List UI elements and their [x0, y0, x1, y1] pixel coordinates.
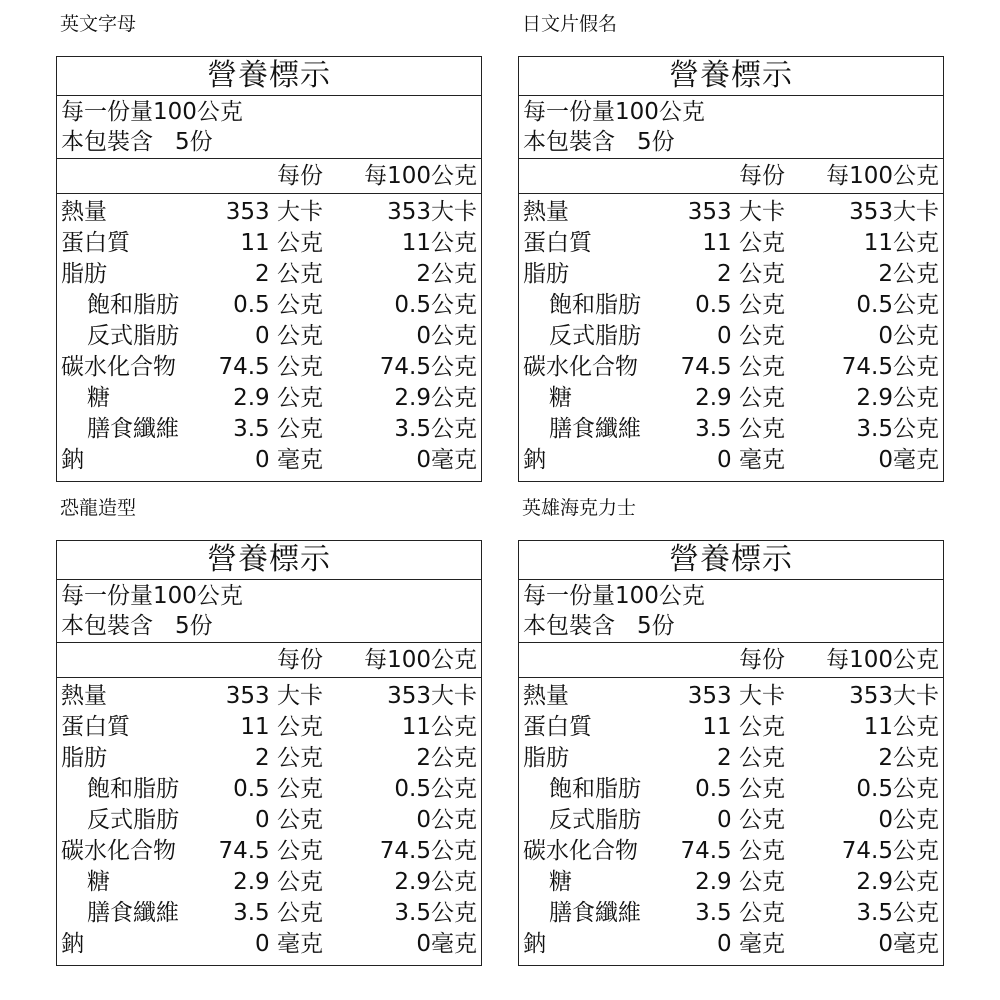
nutrient-row	[57, 321, 481, 352]
value-per-serving: 3.5 公克	[233, 416, 323, 442]
nutrient-name: 蛋白質	[61, 714, 130, 740]
nutrient-name: 糖	[549, 869, 572, 895]
value-per-100g: 0毫克	[416, 931, 477, 957]
value-per-100g: 74.5公克	[379, 838, 477, 864]
nutrient-name: 飽和脂肪	[87, 292, 179, 318]
nutrient-row	[519, 867, 943, 898]
value-per-100g: 2公克	[416, 261, 477, 287]
nutrient-row	[519, 414, 943, 445]
value-per-100g: 0公克	[416, 323, 477, 349]
column-header-per-100g: 每100公克	[364, 647, 477, 673]
nutrient-row	[57, 898, 481, 929]
value-per-100g: 2公克	[878, 745, 939, 771]
value-per-serving: 2.9 公克	[695, 869, 785, 895]
value-per-100g: 3.5公克	[394, 416, 477, 442]
value-per-100g: 2公克	[878, 261, 939, 287]
label-title: 營養標示	[57, 541, 481, 580]
value-per-serving: 0.5 公克	[695, 776, 785, 802]
nutrient-name: 膳食纖維	[87, 900, 179, 926]
nutrient-row	[57, 836, 481, 867]
nutrient-name: 蛋白質	[523, 714, 592, 740]
nutrient-name: 膳食纖維	[549, 900, 641, 926]
nutrient-row	[57, 805, 481, 836]
serving-size: 每一份量100公克	[61, 99, 243, 125]
value-per-100g: 11公克	[863, 714, 939, 740]
value-per-100g: 2.9公克	[394, 385, 477, 411]
package-value: 5份	[637, 129, 675, 155]
value-per-100g: 3.5公克	[856, 416, 939, 442]
value-per-serving: 11 公克	[240, 714, 323, 740]
nutrient-rows	[519, 681, 943, 960]
value-per-100g: 74.5公克	[841, 354, 939, 380]
nutrient-row	[57, 445, 481, 476]
nutrient-name: 熱量	[61, 199, 107, 225]
nutrient-name: 碳水化合物	[523, 354, 638, 380]
nutrient-row	[519, 774, 943, 805]
value-per-serving: 353 大卡	[687, 199, 785, 225]
serving-size: 每一份量100公克	[523, 583, 705, 609]
package-value: 5份	[175, 613, 213, 639]
nutrient-name: 鈉	[61, 447, 84, 473]
nutrient-name: 反式脂肪	[549, 323, 641, 349]
value-per-serving: 0 毫克	[717, 931, 785, 957]
value-per-100g: 2公克	[416, 745, 477, 771]
value-per-serving: 3.5 公克	[695, 900, 785, 926]
value-per-serving: 0.5 公克	[233, 292, 323, 318]
nutrient-name: 飽和脂肪	[549, 776, 641, 802]
value-per-serving: 0.5 公克	[233, 776, 323, 802]
value-per-100g: 74.5公克	[379, 354, 477, 380]
value-per-100g: 353大卡	[387, 683, 477, 709]
value-per-100g: 11公克	[863, 230, 939, 256]
nutrient-row	[57, 867, 481, 898]
nutrient-name: 糖	[87, 869, 110, 895]
value-per-serving: 353 大卡	[687, 683, 785, 709]
nutrient-name: 鈉	[61, 931, 84, 957]
value-per-serving: 74.5 公克	[680, 354, 785, 380]
nutrient-row	[57, 197, 481, 228]
nutrient-row	[519, 352, 943, 383]
value-per-100g: 353大卡	[849, 199, 939, 225]
nutrient-name: 飽和脂肪	[87, 776, 179, 802]
column-header-per-100g: 每100公克	[364, 163, 477, 189]
value-per-100g: 0毫克	[416, 447, 477, 473]
nutrient-name: 脂肪	[523, 261, 569, 287]
value-per-serving: 2.9 公克	[233, 869, 323, 895]
panel-caption: 英雄海克力士	[522, 497, 637, 519]
value-per-100g: 0公克	[878, 807, 939, 833]
value-per-serving: 0 毫克	[717, 447, 785, 473]
column-header-per-100g: 每100公克	[826, 647, 939, 673]
serving-size: 每一份量100公克	[523, 99, 705, 125]
value-per-100g: 11公克	[401, 230, 477, 256]
nutrient-row	[57, 712, 481, 743]
value-per-100g: 3.5公克	[394, 900, 477, 926]
label-title: 營養標示	[57, 57, 481, 96]
panel-caption: 恐龍造型	[60, 497, 137, 519]
value-per-100g: 3.5公克	[856, 900, 939, 926]
nutrient-row	[519, 228, 943, 259]
value-per-serving: 74.5 公克	[218, 354, 323, 380]
value-per-100g: 0公克	[416, 807, 477, 833]
nutrient-name: 蛋白質	[61, 230, 130, 256]
nutrient-row	[57, 259, 481, 290]
nutrient-row	[519, 259, 943, 290]
nutrient-name: 脂肪	[61, 261, 107, 287]
nutrient-row	[519, 712, 943, 743]
nutrient-row	[57, 929, 481, 960]
panel-caption: 英文字母	[60, 13, 137, 35]
nutrient-name: 熱量	[523, 683, 569, 709]
package-value: 5份	[175, 129, 213, 155]
column-header-per-serving: 每份	[739, 163, 785, 189]
value-per-serving: 74.5 公克	[218, 838, 323, 864]
nutrient-row	[57, 681, 481, 712]
value-per-100g: 2.9公克	[856, 385, 939, 411]
divider	[57, 677, 481, 678]
nutrient-row	[57, 290, 481, 321]
value-per-100g: 0公克	[878, 323, 939, 349]
value-per-serving: 2 公克	[717, 261, 785, 287]
nutrient-row	[519, 898, 943, 929]
divider	[519, 677, 943, 678]
value-per-serving: 0 毫克	[255, 931, 323, 957]
value-per-100g: 0.5公克	[394, 292, 477, 318]
nutrient-name: 糖	[87, 385, 110, 411]
value-per-serving: 2.9 公克	[695, 385, 785, 411]
value-per-serving: 0 公克	[255, 323, 323, 349]
nutrient-row	[519, 929, 943, 960]
nutrient-row	[519, 290, 943, 321]
nutrient-rows	[57, 197, 481, 476]
nutrient-name: 碳水化合物	[61, 354, 176, 380]
nutrient-row	[57, 352, 481, 383]
value-per-100g: 74.5公克	[841, 838, 939, 864]
value-per-100g: 0毫克	[878, 931, 939, 957]
nutrient-name: 碳水化合物	[523, 838, 638, 864]
value-per-serving: 0 毫克	[255, 447, 323, 473]
nutrient-row	[519, 321, 943, 352]
nutrient-row	[519, 197, 943, 228]
column-header-per-serving: 每份	[277, 163, 323, 189]
nutrient-row	[519, 836, 943, 867]
value-per-serving: 74.5 公克	[680, 838, 785, 864]
value-per-serving: 0 公克	[717, 807, 785, 833]
value-per-100g: 0毫克	[878, 447, 939, 473]
nutrient-row	[519, 681, 943, 712]
value-per-100g: 11公克	[401, 714, 477, 740]
nutrient-name: 飽和脂肪	[549, 292, 641, 318]
nutrient-name: 反式脂肪	[87, 323, 179, 349]
column-header-per-serving: 每份	[277, 647, 323, 673]
nutrient-row	[57, 743, 481, 774]
nutrient-name: 熱量	[523, 199, 569, 225]
package-servings	[523, 611, 675, 641]
value-per-100g: 2.9公克	[856, 869, 939, 895]
nutrient-name: 鈉	[523, 931, 546, 957]
nutrient-name: 反式脂肪	[87, 807, 179, 833]
value-per-serving: 0 公克	[717, 323, 785, 349]
divider	[57, 193, 481, 194]
nutrient-name: 鈉	[523, 447, 546, 473]
value-per-100g: 353大卡	[387, 199, 477, 225]
divider	[519, 642, 943, 643]
nutrient-name: 反式脂肪	[549, 807, 641, 833]
nutrient-row	[519, 805, 943, 836]
nutrient-row	[57, 228, 481, 259]
nutrition-label-box	[518, 56, 944, 482]
panel-caption: 日文片假名	[522, 13, 618, 35]
nutrition-label-box	[56, 540, 482, 966]
package-servings	[523, 127, 675, 157]
label-title: 營養標示	[519, 541, 943, 580]
nutrient-name: 碳水化合物	[61, 838, 176, 864]
nutrient-row	[57, 414, 481, 445]
package-label: 本包裝含	[61, 613, 153, 639]
value-per-serving: 11 公克	[702, 714, 785, 740]
value-per-100g: 2.9公克	[394, 869, 477, 895]
nutrient-name: 膳食纖維	[87, 416, 179, 442]
nutrient-rows	[57, 681, 481, 960]
value-per-serving: 353 大卡	[225, 683, 323, 709]
value-per-100g: 353大卡	[849, 683, 939, 709]
label-title: 營養標示	[519, 57, 943, 96]
nutrient-row	[519, 383, 943, 414]
value-per-serving: 2 公克	[717, 745, 785, 771]
nutrition-label-box	[56, 56, 482, 482]
nutrition-label-box	[518, 540, 944, 966]
nutrient-name: 膳食纖維	[549, 416, 641, 442]
value-per-serving: 2.9 公克	[233, 385, 323, 411]
package-label: 本包裝含	[61, 129, 153, 155]
nutrient-name: 蛋白質	[523, 230, 592, 256]
package-label: 本包裝含	[523, 613, 615, 639]
package-servings	[61, 127, 213, 157]
package-label: 本包裝含	[523, 129, 615, 155]
value-per-100g: 0.5公克	[856, 776, 939, 802]
package-servings	[61, 611, 213, 641]
divider	[519, 158, 943, 159]
value-per-serving: 11 公克	[240, 230, 323, 256]
nutrient-name: 脂肪	[61, 745, 107, 771]
nutrient-row	[519, 445, 943, 476]
value-per-serving: 0 公克	[255, 807, 323, 833]
divider	[57, 642, 481, 643]
value-per-serving: 2 公克	[255, 261, 323, 287]
divider	[519, 193, 943, 194]
column-header-per-serving: 每份	[739, 647, 785, 673]
value-per-serving: 3.5 公克	[233, 900, 323, 926]
nutrient-row	[57, 774, 481, 805]
value-per-serving: 3.5 公克	[695, 416, 785, 442]
divider	[57, 158, 481, 159]
nutrient-name: 糖	[549, 385, 572, 411]
nutrient-rows	[519, 197, 943, 476]
value-per-serving: 2 公克	[255, 745, 323, 771]
value-per-serving: 353 大卡	[225, 199, 323, 225]
value-per-100g: 0.5公克	[856, 292, 939, 318]
nutrient-name: 脂肪	[523, 745, 569, 771]
column-header-per-100g: 每100公克	[826, 163, 939, 189]
package-value: 5份	[637, 613, 675, 639]
value-per-serving: 0.5 公克	[695, 292, 785, 318]
nutrient-row	[57, 383, 481, 414]
serving-size: 每一份量100公克	[61, 583, 243, 609]
value-per-100g: 0.5公克	[394, 776, 477, 802]
value-per-serving: 11 公克	[702, 230, 785, 256]
nutrient-row	[519, 743, 943, 774]
nutrient-name: 熱量	[61, 683, 107, 709]
